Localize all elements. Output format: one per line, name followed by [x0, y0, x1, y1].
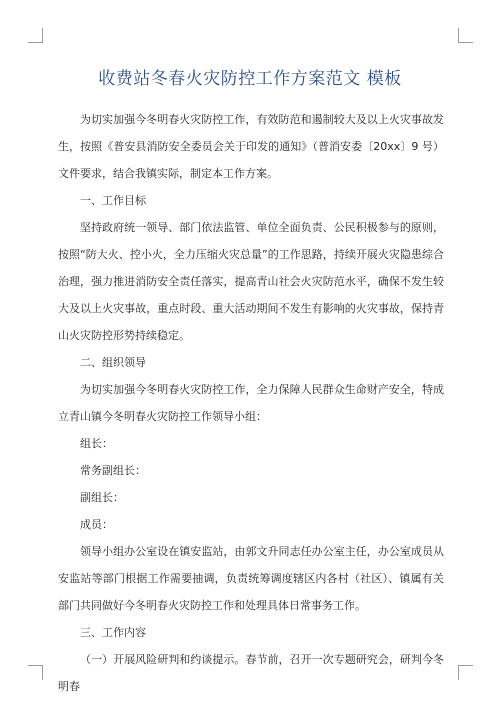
paragraph-organization: 为切实加强今冬明春火灾防控工作，全力保障人民群众生命财产安全，特成立青山镇今冬明春火灾防控工作领导小组：	[58, 383, 444, 423]
line-deputy-leader: 副组长：	[80, 491, 124, 504]
line-members: 成员：	[80, 518, 113, 531]
crop-mark-top-right	[458, 28, 473, 43]
line-leader: 组长：	[80, 437, 113, 450]
paragraph-office: 领导小组办公室设在镇安监站，由郭文升同志任办公室主任，办公室成员从安监站等部门根据工作需要抽调，负责统筹调度辖区内各村（社区）、镇属有关部门共同做好今冬明春火灾防控工作和处理具体日常事务工作。	[58, 545, 444, 612]
paragraph-work-goals: 坚持政府统一领导、部门依法监管、单位全面负责、公民积极参与的原则，按照“防大火、控小火，全力压缩火灾总量”的工作思路，持续开展火灾隐患综合治理，强力推进消防安全责任落实，提高青山社会火灾防范水平，确保不发生较大及以上火灾事故，重点时段、重大活动期间不发生有影响的火灾事故，保持青山火灾防控形势持续稳定。	[58, 221, 444, 342]
heading-work-goals: 一、工作目标	[80, 194, 146, 207]
heading-organization: 二、组织领导	[80, 356, 146, 369]
crop-mark-bottom-left	[28, 665, 43, 680]
line-executive-deputy-leader: 常务副组长：	[80, 464, 146, 477]
heading-work-content: 三、工作内容	[80, 626, 146, 639]
paragraph-intro: 为切实加强今冬明春火灾防控工作，有效防范和遏制较大及以上火灾事故发生，按照《普安县消防安全委员会关于印发的通知》（普消安委〔20xx〕9 号）文件要求，结合我镇实际，制定本工作方案。	[58, 113, 444, 180]
document-title: 收费站冬春火灾防控工作方案范文 模板	[98, 69, 402, 89]
paragraph-risk-assessment: （一）开展风险研判和约谈提示。春节前，召开一次专题研究会，研判今冬明春	[58, 653, 444, 693]
document-body	[58, 106, 444, 700]
crop-mark-top-left	[28, 28, 43, 43]
crop-mark-bottom-right	[458, 665, 473, 680]
